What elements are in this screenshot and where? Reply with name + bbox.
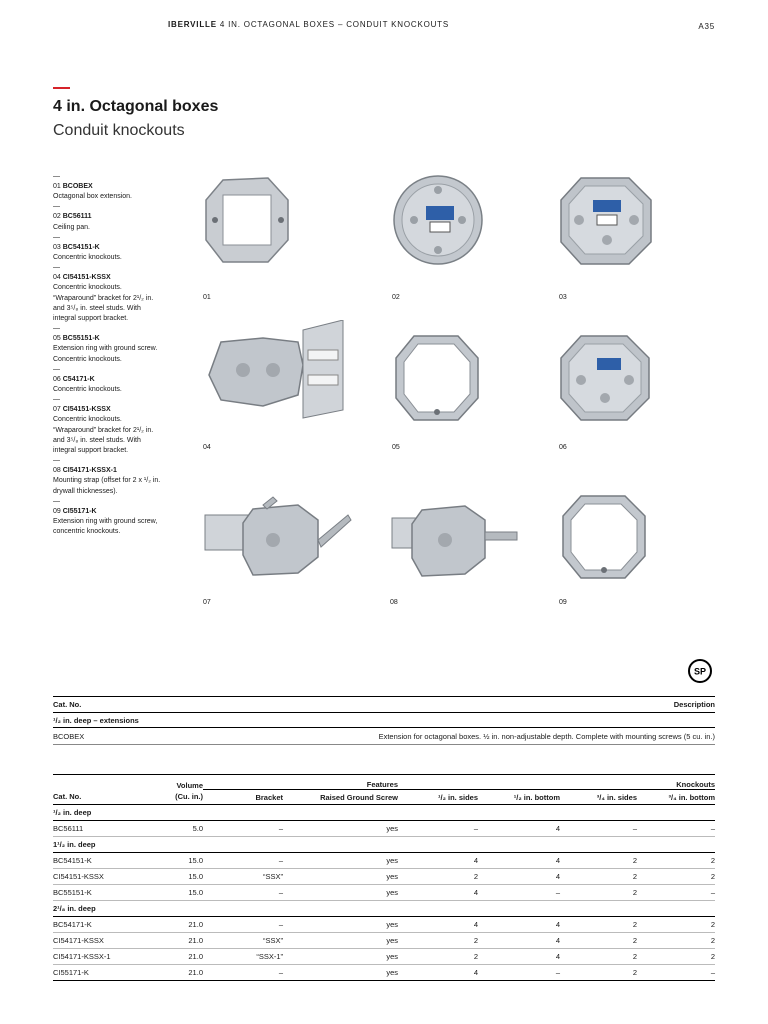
cell-raised-ground-screw: yes xyxy=(283,933,398,949)
octagonal-box-icon xyxy=(559,330,651,425)
cell-half-bottom: 4 xyxy=(478,821,560,837)
legend-code: CI54151-KSSX xyxy=(62,406,111,414)
cell-raised-ground-screw: yes xyxy=(283,949,398,965)
table-row xyxy=(53,965,715,981)
cell-three-quarter-bottom: 2 xyxy=(637,933,715,949)
cell-raised-ground-screw: yes xyxy=(283,869,398,885)
cell-volume: 5.0 xyxy=(148,821,203,837)
section-label: ¹/₂ in. deep – extensions xyxy=(53,713,715,728)
cell-volume: 15.0 xyxy=(148,869,203,885)
cell-raised-ground-screw: yes xyxy=(283,853,398,869)
legend-code: CI55171-K xyxy=(62,507,97,515)
legend-code: BC56111 xyxy=(62,213,92,221)
cell-three-quarter-bottom: 2 xyxy=(637,917,715,933)
cell-volume: 21.0 xyxy=(148,965,203,981)
extension-ring-icon xyxy=(203,170,293,270)
product-photo-08 xyxy=(390,498,490,606)
page-subtitle: Conduit knockouts xyxy=(53,122,185,139)
col-three-quarter-bottom: ³/₄ in. bottom xyxy=(637,790,715,805)
table-row xyxy=(53,853,715,869)
product-photo-05 xyxy=(392,330,492,451)
col-half-bottom: ¹/₂ in. bottom xyxy=(478,790,560,805)
legend-desc: Extension ring with ground screw, concentric knockouts. xyxy=(53,518,158,536)
product-photo-07 xyxy=(203,495,303,606)
cell-raised-ground-screw: yes xyxy=(283,917,398,933)
cell-cat-no: BC55151-K xyxy=(53,885,148,901)
table-row xyxy=(53,821,715,837)
cell-three-quarter-bottom: 2 xyxy=(637,869,715,885)
cell-volume: 15.0 xyxy=(148,853,203,869)
legend-num: 01 xyxy=(53,183,61,190)
cell-half-sides: 4 xyxy=(398,885,478,901)
extension-ring-icon xyxy=(392,330,482,425)
legend-code: BC55151-K xyxy=(62,335,100,343)
cell-half-bottom: – xyxy=(478,965,560,981)
cell-bracket: – xyxy=(203,965,283,981)
legend-item: — 07 CI54151-KSSX Concentric knockouts. “Wraparound” bracket for 2¹/₂ in. and 3⁵/₈ in. steel studs. With integral support bracket. xyxy=(53,395,163,456)
product-photo-03 xyxy=(559,170,659,301)
legend-num: 09 xyxy=(53,507,61,515)
photo-number: 09 xyxy=(559,599,567,606)
cell-three-quarter-sides: 2 xyxy=(560,869,637,885)
col-description: Description xyxy=(173,697,715,713)
legend-desc: Extension ring with ground screw. Concentric knockouts. xyxy=(53,345,158,363)
legend-num: 03 xyxy=(53,243,61,251)
brand-name: IBERVILLE xyxy=(168,20,217,29)
legend-item: — 09 CI55171-K Extension ring with ground screw, concentric knockouts. xyxy=(53,497,163,538)
cell-bracket: “SSX-1” xyxy=(203,949,283,965)
legend-desc: Concentric knockouts. “Wraparound” bracket for 2¹/₂ in. and 3⁵/₈ in. steel studs. With integral support bracket. xyxy=(53,416,154,455)
col-half-sides: ¹/₂ in. sides xyxy=(398,790,478,805)
legend-desc: Concentric knockouts. xyxy=(53,386,122,394)
photo-number: 07 xyxy=(203,599,211,606)
cell-three-quarter-sides: 2 xyxy=(560,853,637,869)
photo-number: 02 xyxy=(392,294,400,301)
legend-item: — 03 BC54151-K Concentric knockouts. xyxy=(53,233,163,263)
cell-half-bottom: – xyxy=(478,885,560,901)
table-section-row xyxy=(53,805,715,821)
cell-bracket: – xyxy=(203,853,283,869)
csa-certification-icon xyxy=(688,659,712,683)
box-with-strap-icon xyxy=(390,498,520,583)
cell-cat-no: BC54151-K xyxy=(53,853,148,869)
cell-volume: 21.0 xyxy=(148,949,203,965)
cell-half-sides: 2 xyxy=(398,869,478,885)
table-row xyxy=(53,728,715,745)
cell-half-sides: 4 xyxy=(398,965,478,981)
photo-number: 05 xyxy=(392,444,400,451)
table-row xyxy=(53,869,715,885)
octagonal-box-icon xyxy=(559,170,654,270)
cell-half-bottom: 4 xyxy=(478,933,560,949)
legend-item: — 04 CI54151-KSSX Concentric knockouts. “Wraparound” bracket for 2¹/₂ in. and 3⁵/₈ in. steel studs. With integral support bracket. xyxy=(53,263,163,324)
cell-three-quarter-sides: 2 xyxy=(560,949,637,965)
cell-raised-ground-screw: yes xyxy=(283,965,398,981)
legend-desc: Concentric knockouts. “Wraparound” bracket for 2¹/₂ in. and 3⁵/₈ in. steel studs. With integral support bracket. xyxy=(53,284,154,323)
col-cat-no: Cat. No. xyxy=(53,790,148,805)
cell-bracket: – xyxy=(203,917,283,933)
table-header-row xyxy=(53,697,715,713)
cert-mark-text: SP xyxy=(693,666,707,677)
cell-three-quarter-bottom: – xyxy=(637,821,715,837)
product-photo-09 xyxy=(559,492,659,606)
cell-cat-no: CI54151-KSSX xyxy=(53,869,148,885)
cell-cat-no: BC54171-K xyxy=(53,917,148,933)
legend-num: 06 xyxy=(53,375,61,383)
product-photo-06 xyxy=(559,330,659,451)
cell-volume: 21.0 xyxy=(148,933,203,949)
cell-cat-no: BCOBEX xyxy=(53,728,173,745)
cell-three-quarter-sides: 2 xyxy=(560,965,637,981)
table-header-row xyxy=(53,775,715,790)
extension-ring-icon xyxy=(559,492,649,582)
page-number: A35 xyxy=(698,22,715,31)
table-header-row xyxy=(53,790,715,805)
legend-num: 07 xyxy=(53,406,61,414)
product-legend xyxy=(53,172,163,537)
section-label: 2¹/₈ in. deep xyxy=(53,901,715,917)
cell-three-quarter-bottom: 2 xyxy=(637,949,715,965)
legend-num: 04 xyxy=(53,274,61,282)
table-section-row xyxy=(53,837,715,853)
photo-number: 06 xyxy=(559,444,567,451)
cell-half-sides: 4 xyxy=(398,853,478,869)
header-section: 4 IN. OCTAGONAL BOXES – CONDUIT KNOCKOUTS xyxy=(219,20,450,29)
cell-raised-ground-screw: yes xyxy=(283,821,398,837)
cell-three-quarter-sides: 2 xyxy=(560,933,637,949)
cell-half-sides: 2 xyxy=(398,933,478,949)
product-photo-02 xyxy=(392,170,492,301)
table-section-row xyxy=(53,901,715,917)
legend-num: 02 xyxy=(53,213,61,221)
legend-num: 05 xyxy=(53,335,61,343)
legend-desc: Concentric knockouts. xyxy=(53,254,122,262)
cell-half-sides: – xyxy=(398,821,478,837)
legend-num: 08 xyxy=(53,467,61,475)
table-row xyxy=(53,933,715,949)
table-row xyxy=(53,885,715,901)
legend-item: — 05 BC55151-K Extension ring with ground screw. Concentric knockouts. xyxy=(53,324,163,365)
cell-volume: 15.0 xyxy=(148,885,203,901)
legend-desc: Mounting strap (offset for 2 x ¹/₂ in. drywall thicknesses). xyxy=(53,477,161,495)
photo-number: 03 xyxy=(559,294,567,301)
col-three-quarter-sides: ³/₄ in. sides xyxy=(560,790,637,805)
photo-number: 04 xyxy=(203,444,211,451)
cell-half-bottom: 4 xyxy=(478,917,560,933)
legend-desc: Octagonal box extension. xyxy=(53,193,132,201)
legend-code: BCOBEX xyxy=(62,183,93,190)
legend-item: — 01 BCOBEX Octagonal box extension. xyxy=(53,172,163,202)
table-section-row xyxy=(53,713,715,728)
box-with-bracket-icon xyxy=(203,320,353,420)
header-text xyxy=(168,20,449,29)
legend-item: — 02 BC56111 Ceiling pan. xyxy=(53,202,163,232)
cell-half-bottom: 4 xyxy=(478,853,560,869)
cell-three-quarter-sides: 2 xyxy=(560,917,637,933)
cell-bracket: “SSX” xyxy=(203,933,283,949)
legend-item: — 06 C54171-K Concentric knockouts. xyxy=(53,365,163,395)
product-photo-01 xyxy=(203,170,303,301)
product-photo-04 xyxy=(203,320,303,451)
col-cat-no: Cat. No. xyxy=(53,697,173,713)
cell-raised-ground-screw: yes xyxy=(283,885,398,901)
legend-code: CI54151-KSSX xyxy=(62,274,111,282)
cell-half-sides: 4 xyxy=(398,917,478,933)
section-label: 1¹/₂ in. deep xyxy=(53,837,715,853)
box-with-bracket-icon xyxy=(203,495,353,585)
legend-code: BC54151-K xyxy=(62,243,100,251)
col-volume: Volume xyxy=(148,775,203,790)
col-bracket: Bracket xyxy=(203,790,283,805)
col-volume-unit: (Cu. in.) xyxy=(148,790,203,805)
header-spacer xyxy=(53,775,148,790)
accent-rule xyxy=(53,87,70,89)
photo-number: 08 xyxy=(390,599,398,606)
legend-code: C54171-K xyxy=(62,375,95,383)
section-label: ¹/₂ in. deep xyxy=(53,805,715,821)
cell-bracket: – xyxy=(203,821,283,837)
legend-item: — 08 CI54171-KSSX-1 Mounting strap (offset for 2 x ¹/₂ in. drywall thicknesses). xyxy=(53,456,163,497)
cell-three-quarter-sides: – xyxy=(560,821,637,837)
page-title: 4 in. Octagonal boxes xyxy=(53,98,219,115)
cell-three-quarter-bottom: – xyxy=(637,885,715,901)
col-group-knockouts: Knockouts xyxy=(398,775,715,790)
cell-volume: 21.0 xyxy=(148,917,203,933)
col-raised-ground-screw: Raised Ground Screw xyxy=(283,790,398,805)
specifications-table xyxy=(53,774,715,981)
cell-three-quarter-sides: 2 xyxy=(560,885,637,901)
cell-cat-no: CI54171-KSSX xyxy=(53,933,148,949)
cell-cat-no: CI54171-KSSX-1 xyxy=(53,949,148,965)
col-group-features: Features xyxy=(203,775,398,790)
cell-half-sides: 2 xyxy=(398,949,478,965)
cell-cat-no: CI55171-K xyxy=(53,965,148,981)
legend-code: CI54171-KSSX-1 xyxy=(62,467,117,475)
cell-three-quarter-bottom: 2 xyxy=(637,853,715,869)
table-row xyxy=(53,949,715,965)
cell-bracket: – xyxy=(203,885,283,901)
legend-desc: Ceiling pan. xyxy=(53,223,90,231)
photo-number: 01 xyxy=(203,294,211,301)
table-row xyxy=(53,917,715,933)
extensions-table xyxy=(53,696,715,745)
cell-description: Extension for octagonal boxes. ½ in. non-adjustable depth. Complete with mounting screws (5 cu. in.) xyxy=(173,728,715,745)
cell-half-bottom: 4 xyxy=(478,949,560,965)
cell-half-bottom: 4 xyxy=(478,869,560,885)
ceiling-pan-icon xyxy=(392,170,487,270)
cell-cat-no: BC56111 xyxy=(53,821,148,837)
cell-bracket: “SSX” xyxy=(203,869,283,885)
cell-three-quarter-bottom: – xyxy=(637,965,715,981)
